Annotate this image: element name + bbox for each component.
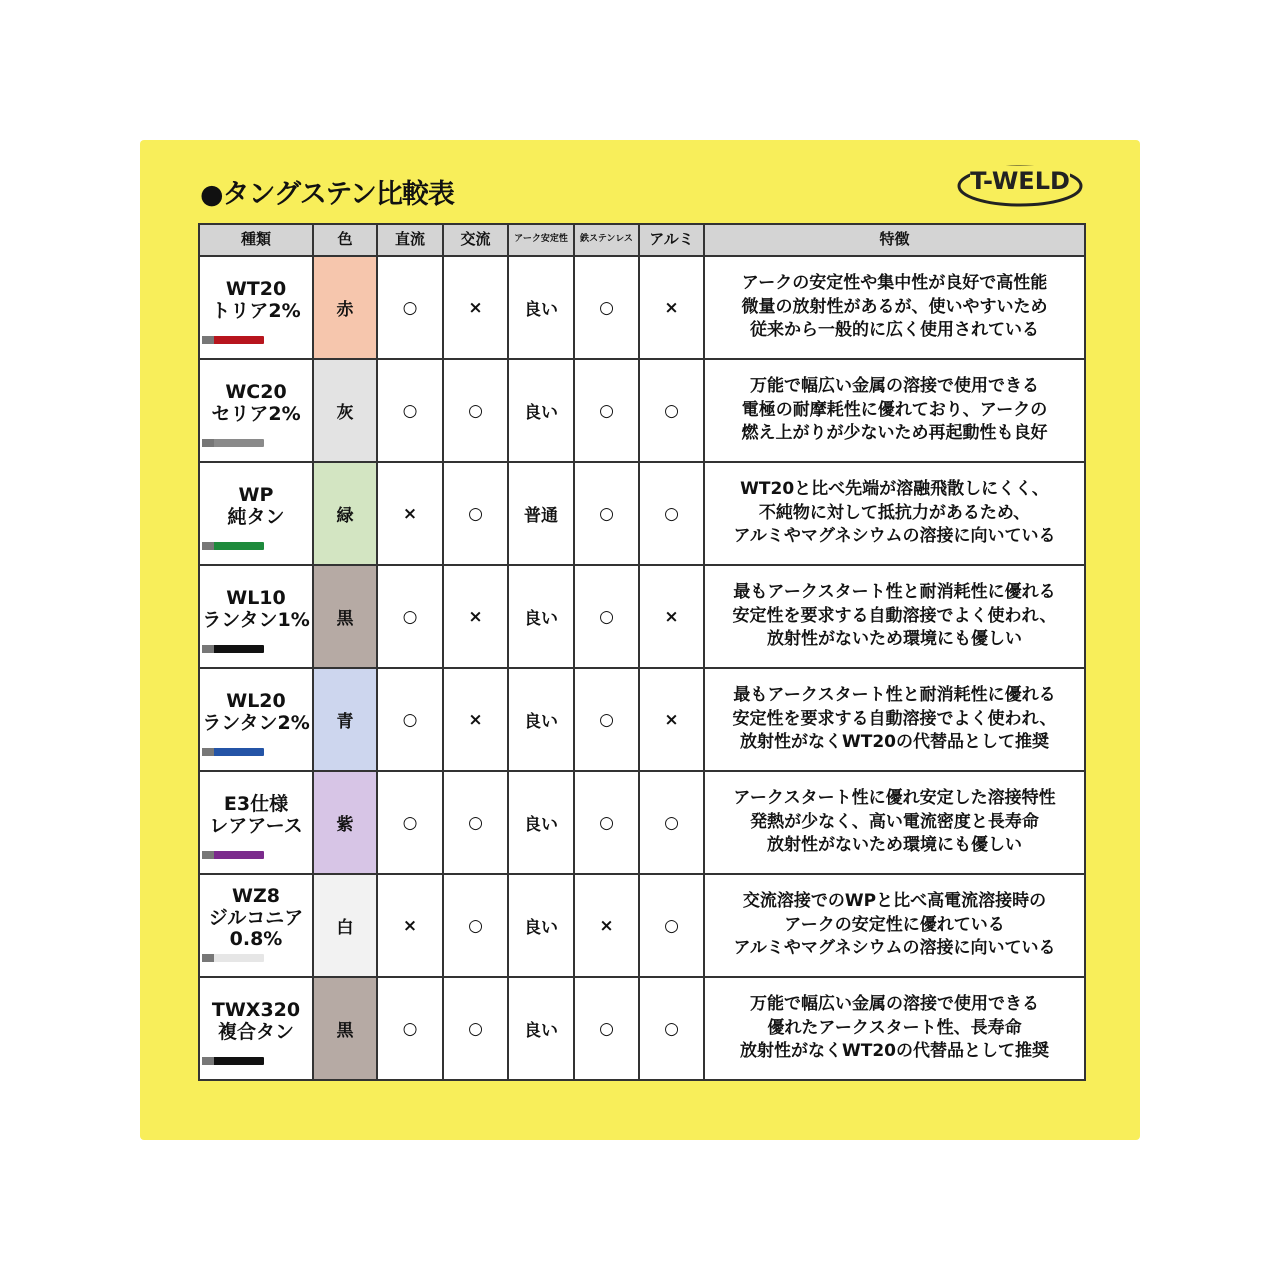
- features-cell: [704, 359, 1085, 462]
- electrode-name-line: TWX320: [211, 998, 301, 1021]
- feature-line: 放射性がなくWT20の代替品として推奨: [739, 1041, 1049, 1062]
- header-row: [199, 224, 1085, 256]
- arc-stability-cell: 良い: [508, 565, 574, 668]
- feature-line: アークスタート性に優れ安定した溶接特性: [733, 787, 1056, 808]
- ac-cell: ×: [443, 256, 508, 359]
- electrode-name-line: 純タン: [227, 505, 285, 528]
- table-row: [199, 977, 1085, 1080]
- color-swatch: 青: [313, 668, 377, 771]
- table-row: [199, 565, 1085, 668]
- electrode-rod-icon: [202, 1057, 264, 1065]
- electrode-name-line: WC20: [225, 380, 287, 403]
- dc-cell: ×: [377, 874, 443, 977]
- aluminum-cell: ×: [639, 565, 704, 668]
- ac-cell: ○: [443, 977, 508, 1080]
- page-title: ●タングステン比較表: [200, 179, 454, 210]
- electrode-name: [200, 1000, 312, 1058]
- feature-line: 交流溶接でのWPと比べ高電流溶接時の: [742, 890, 1047, 911]
- header-iron-stainless: 鉄ステンレス: [574, 224, 639, 256]
- electrode-name-line: ランタン2%: [202, 711, 310, 734]
- arc-stability-cell: 良い: [508, 874, 574, 977]
- type-cell: [199, 977, 313, 1080]
- electrode-name: [200, 382, 312, 440]
- electrode-rod-icon: [202, 542, 264, 550]
- arc-stability-cell: 良い: [508, 256, 574, 359]
- dc-cell: ○: [377, 359, 443, 462]
- aluminum-cell: ○: [639, 359, 704, 462]
- iron-stainless-cell: ○: [574, 359, 639, 462]
- ac-cell: ○: [443, 462, 508, 565]
- header-ac: 交流: [443, 224, 508, 256]
- iron-stainless-cell: ○: [574, 771, 639, 874]
- table-row: [199, 771, 1085, 874]
- features-cell: [704, 256, 1085, 359]
- arc-stability-cell: 良い: [508, 977, 574, 1080]
- electrode-name: [200, 794, 312, 852]
- arc-stability-cell: 良い: [508, 359, 574, 462]
- feature-line: 最もアークスタート性と耐消耗性に優れる: [733, 581, 1056, 602]
- type-cell: [199, 771, 313, 874]
- color-swatch: 緑: [313, 462, 377, 565]
- electrode-name-line: WZ8: [232, 884, 280, 907]
- iron-stainless-cell: ×: [574, 874, 639, 977]
- electrode-rod-icon: [202, 851, 264, 859]
- type-cell: [199, 668, 313, 771]
- table-row: [199, 359, 1085, 462]
- electrode-rod-icon: [202, 748, 264, 756]
- electrode-name-line: E3仕様: [223, 792, 289, 815]
- feature-line: アークの安定性に優れている: [784, 914, 1005, 935]
- type-cell: [199, 256, 313, 359]
- feature-line: 安定性を要求する自動溶接でよく使われ、: [732, 605, 1057, 626]
- iron-stainless-cell: ○: [574, 462, 639, 565]
- electrode-name-line: WP: [238, 483, 274, 506]
- feature-line: アルミやマグネシウムの溶接に向いている: [733, 526, 1056, 547]
- electrode-name-line: レアアース: [209, 814, 303, 837]
- feature-line: 微量の放射性があるが、使いやすいため: [741, 296, 1048, 317]
- electrode-name-line: 複合タン: [217, 1020, 294, 1043]
- arc-stability-cell: 良い: [508, 771, 574, 874]
- dc-cell: ×: [377, 462, 443, 565]
- feature-line: 安定性を要求する自動溶接でよく使われ、: [732, 708, 1057, 729]
- electrode-name-line: WL10: [226, 586, 286, 609]
- header-dc: 直流: [377, 224, 443, 256]
- iron-stainless-cell: ○: [574, 977, 639, 1080]
- feature-line: アークの安定性や集中性が良好で高性能: [741, 272, 1048, 293]
- feature-line: 放射性がなくWT20の代替品として推奨: [739, 732, 1049, 753]
- electrode-rod-icon: [202, 954, 264, 962]
- features-cell: [704, 977, 1085, 1080]
- electrode-name-line: 0.8%: [229, 928, 283, 951]
- brand-logo-text: T-WELD: [970, 167, 1070, 195]
- type-cell: [199, 359, 313, 462]
- ac-cell: ○: [443, 771, 508, 874]
- iron-stainless-cell: ○: [574, 668, 639, 771]
- aluminum-cell: ×: [639, 256, 704, 359]
- feature-line: 万能で幅広い金属の溶接で使用できる: [750, 993, 1039, 1014]
- feature-line: 最もアークスタート性と耐消耗性に優れる: [733, 684, 1056, 705]
- dc-cell: ○: [377, 771, 443, 874]
- brand-logo: [956, 158, 1084, 208]
- feature-line: 放射性がないため環境にも優しい: [767, 835, 1022, 856]
- feature-line: 優れたアークスタート性、長寿命: [767, 1017, 1022, 1038]
- dc-cell: ○: [377, 565, 443, 668]
- table-row: [199, 256, 1085, 359]
- electrode-name: [200, 588, 312, 646]
- type-cell: [199, 462, 313, 565]
- color-swatch: 黒: [313, 977, 377, 1080]
- aluminum-cell: ×: [639, 668, 704, 771]
- color-swatch: 灰: [313, 359, 377, 462]
- ac-cell: ×: [443, 668, 508, 771]
- electrode-name-line: セリア2%: [211, 402, 301, 425]
- electrode-name-line: ランタン1%: [202, 608, 310, 631]
- features-cell: [704, 771, 1085, 874]
- arc-stability-cell: 普通: [508, 462, 574, 565]
- electrode-name: [200, 279, 312, 337]
- color-swatch: 白: [313, 874, 377, 977]
- dc-cell: ○: [377, 668, 443, 771]
- feature-line: 燃え上がりが少ないため再起動性も良好: [741, 423, 1048, 444]
- features-cell: [704, 874, 1085, 977]
- header-arc-stability: アーク安定性: [508, 224, 574, 256]
- electrode-rod-icon: [202, 336, 264, 344]
- color-swatch: 紫: [313, 771, 377, 874]
- electrode-name-line: WT20: [225, 277, 287, 300]
- features-cell: [704, 668, 1085, 771]
- iron-stainless-cell: ○: [574, 565, 639, 668]
- ac-cell: ×: [443, 565, 508, 668]
- arc-stability-cell: 良い: [508, 668, 574, 771]
- aluminum-cell: ○: [639, 771, 704, 874]
- electrode-rod-icon: [202, 645, 264, 653]
- features-cell: [704, 462, 1085, 565]
- feature-line: アルミやマグネシウムの溶接に向いている: [733, 938, 1056, 959]
- electrode-rod-icon: [202, 439, 264, 447]
- aluminum-cell: ○: [639, 874, 704, 977]
- header-color: 色: [313, 224, 377, 256]
- aluminum-cell: ○: [639, 977, 704, 1080]
- table-row: [199, 668, 1085, 771]
- header-features: 特徴: [704, 224, 1085, 256]
- ac-cell: ○: [443, 359, 508, 462]
- electrode-name: [200, 485, 312, 543]
- dc-cell: ○: [377, 977, 443, 1080]
- electrode-name-line: WL20: [226, 689, 286, 712]
- feature-line: 従来から一般的に広く使用されている: [750, 320, 1039, 341]
- table-row: [199, 462, 1085, 565]
- table-row: [199, 874, 1085, 977]
- tungsten-comparison-table: [198, 223, 1086, 1081]
- electrode-name-line: トリア2%: [211, 299, 301, 322]
- feature-line: 不純物に対して抵抗力があるため、: [758, 502, 1031, 523]
- ac-cell: ○: [443, 874, 508, 977]
- feature-line: 電極の耐摩耗性に優れており、アークの: [741, 399, 1048, 420]
- features-cell: [704, 565, 1085, 668]
- feature-line: WT20と比べ先端が溶融飛散しにくく、: [740, 478, 1049, 499]
- feature-line: 万能で幅広い金属の溶接で使用できる: [750, 375, 1039, 396]
- feature-line: 発熱が少なく、高い電流密度と長寿命: [750, 811, 1039, 832]
- table-body: [199, 256, 1085, 1080]
- electrode-name: [200, 691, 312, 749]
- dc-cell: ○: [377, 256, 443, 359]
- iron-stainless-cell: ○: [574, 256, 639, 359]
- feature-line: 放射性がないため環境にも優しい: [767, 629, 1022, 650]
- aluminum-cell: ○: [639, 462, 704, 565]
- color-swatch: 赤: [313, 256, 377, 359]
- color-swatch: 黒: [313, 565, 377, 668]
- header-type: 種類: [199, 224, 313, 256]
- electrode-name-line: ジルコニア: [208, 906, 304, 929]
- header-aluminum: アルミ: [639, 224, 704, 256]
- type-cell: [199, 565, 313, 668]
- type-cell: [199, 874, 313, 977]
